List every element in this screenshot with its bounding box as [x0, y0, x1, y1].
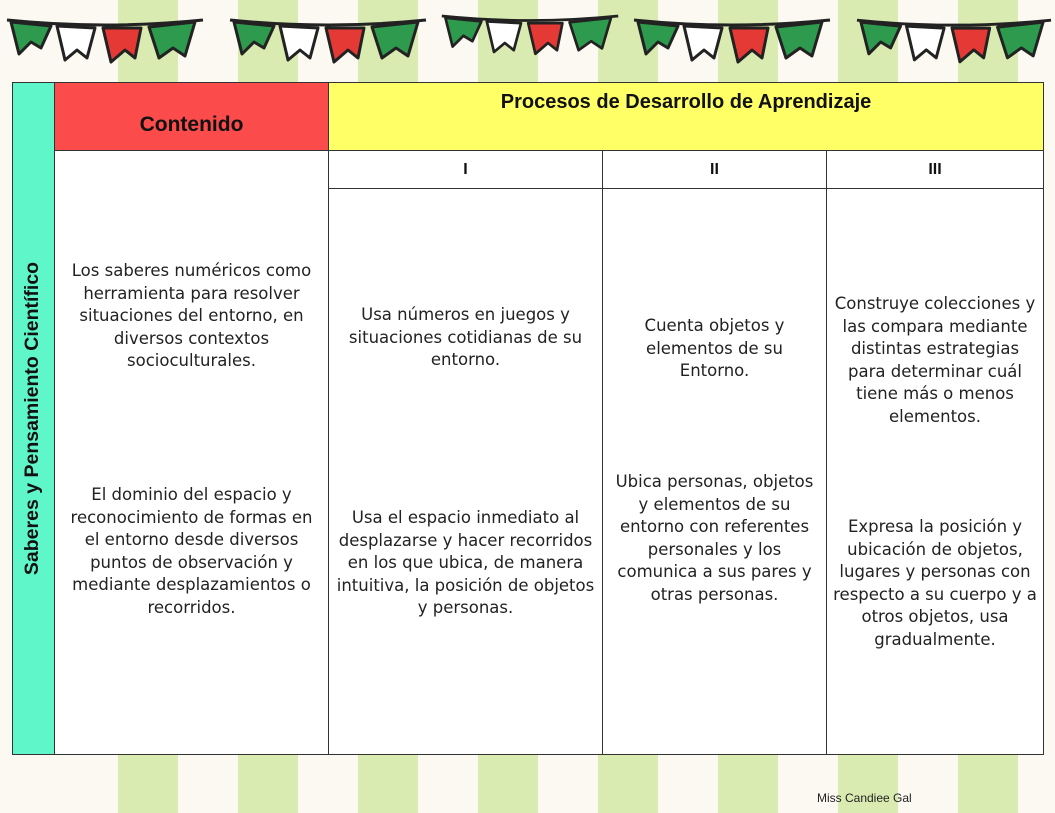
processes-header-label: Procesos de Desarrollo de Aprendizaje	[500, 91, 872, 113]
content-header-label: Contenido	[139, 112, 244, 136]
level-1-text-numeric: Usa números en juegos y situaciones cotidianas de su entorno.	[348, 305, 583, 369]
learning-table	[12, 82, 1044, 755]
bunting-flags-icon	[228, 8, 428, 72]
bunting-flags-icon	[5, 8, 205, 72]
bunting-flags-icon	[855, 8, 1053, 72]
bunting-garland	[5, 8, 205, 72]
author-credit: Miss Candiee Gal	[817, 791, 912, 805]
level-2-cell	[603, 189, 827, 755]
bunting-flags-icon	[632, 8, 832, 72]
level-3-text-numeric: Construye colecciones y las compara mediante distintas estrategias para determinar cuál tiene más o menos elementos.	[834, 294, 1036, 426]
content-cell	[55, 151, 329, 755]
level-1-cell	[329, 189, 603, 755]
level-2-text-numeric: Cuenta objetos y elementos de su Entorno.	[644, 316, 785, 380]
content-header	[55, 83, 329, 151]
level-header-2: II	[603, 151, 827, 189]
bunting-garland	[228, 8, 428, 72]
processes-header	[329, 83, 1044, 151]
level-1-text-space: Usa el espacio inmediato al desplazarse y hacer recorridos en los que ubica, de manera intuitiva, la posición de objetos y personas.	[336, 508, 595, 617]
side-label: Saberes y Pensamiento Científico	[21, 261, 44, 576]
side-label-cell	[13, 83, 55, 755]
bunting-garland	[855, 8, 1053, 72]
level-header-3: III	[827, 151, 1044, 189]
content-text-space: El dominio del espacio y reconocimiento de formas en el entorno desde diversos puntos de observación y mediante desplazamientos o recorridos.	[70, 485, 313, 617]
bunting-flags-icon	[440, 4, 620, 64]
bunting-garland	[440, 4, 620, 64]
level-2-text-space: Ubica personas, objetos y elementos de su entorno con referentes personales y los comunica a sus pares y otras personas.	[615, 472, 814, 604]
level-3-cell	[827, 189, 1044, 755]
content-text-numeric: Los saberes numéricos como herramienta para resolver situaciones del entorno, en diversos contextos socioculturales.	[71, 261, 312, 370]
level-header-1: I	[329, 151, 603, 189]
level-3-text-space: Expresa la posición y ubicación de objetos, lugares y personas con respecto a su cuerpo y a otros objetos, usa gradualmente.	[833, 517, 1037, 649]
bunting-garland	[632, 8, 832, 72]
